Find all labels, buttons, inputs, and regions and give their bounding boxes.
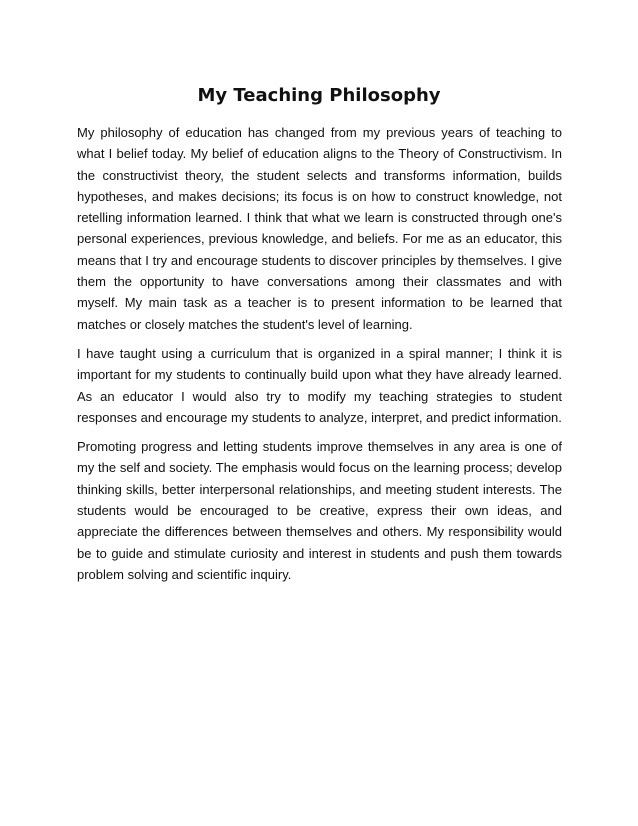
paragraph-spiral-curriculum: I have taught using a curriculum that is organized in a spiral manner; I think it is important for my students to continually build upon what they have already learned. As an educator I would also try to modify my teaching strategies to student responses and encourage my students to analyze, interpret, and predict information. (77, 345, 562, 425)
paragraph-progress: Promoting progress and letting students improve themselves in any area is one of my the self and society. The emphasis would focus on the learning process; develop thinking skills, better interpersonal relationships, and meeting student interests. The students would be encouraged to be creative, express their own ideas, and appreciate the differences between themselves and others. My responsibility would be to guide and stimulate curiosity and interest in students and push them towards problem solving and scientific inquiry. (77, 439, 562, 582)
document-body (77, 122, 562, 593)
document-title: My Teaching Philosophy (197, 85, 441, 106)
paragraph-constructivism: My philosophy of education has changed from my previous years of teaching to what I belief today. My belief of education aligns to the Theory of Constructivism. In the constructivist theory, the student selects and transforms information, builds hypotheses, and makes decisions; its focus is on how to construct knowledge, not retelling information learned. I think that what we learn is constructed through one's personal experiences, previous knowledge, and beliefs. For me as an educator, this means that I try and encourage students to discover principles by themselves. I give them the opportunity to have conversations among their classmates and with myself. My main task as a teacher is to present information to be learned that matches or closely matches the student's level of learning. (77, 125, 562, 332)
